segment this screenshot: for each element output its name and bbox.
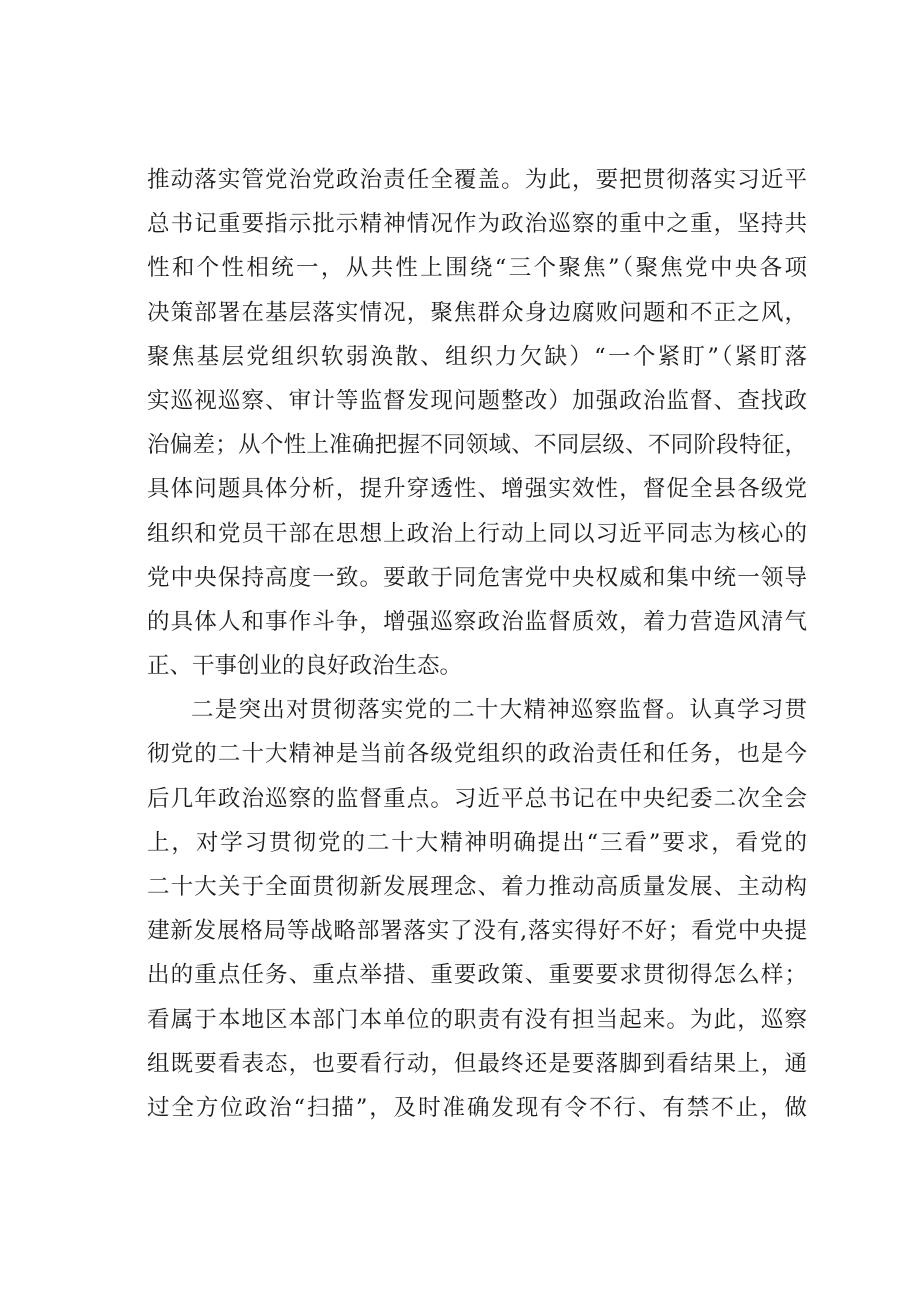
text-line: 组既要看表态，也要看行动，但最终还是要落脚到看结果上，通 [147, 1050, 807, 1077]
text-line: 过全方位政治“扫描”，及时准确发现有令不行、有禁不止，做 [147, 1094, 807, 1121]
text-line: 看属于本地区本部门本单位的职责有没有担当起来。为此，巡察 [147, 1006, 807, 1033]
text-line: 出的重点任务、重点举措、重要政策、重要要求贯彻得怎么样； [147, 962, 807, 989]
body-text [147, 158, 807, 1130]
text-line: 的具体人和事作斗争，增强巡察政治监督质效，着力营造风清气 [147, 608, 807, 635]
text-line: 决策部署在基层落实情况，聚焦群众身边腐败问题和不正之风， [147, 299, 807, 326]
text-line: 推动落实管党治党政治责任全覆盖。为此，要把贯彻落实习近平 [147, 167, 807, 193]
text-line: 党中央保持高度一致。要敢于同危害党中央权威和集中统一领导 [147, 564, 807, 591]
text-line: 建新发展格局等战略部署落实了没有,落实得好不好；看党中央提 [147, 918, 807, 945]
paragraph-end-line: 正、干事创业的良好政治生态。 [147, 653, 463, 680]
text-line: 组织和党员干部在思想上政治上行动上同以习近平同志为核心的 [147, 520, 807, 547]
paragraph-start-line: 二是突出对贯彻落实党的二十大精神巡察监督。认真学习贯 [191, 697, 807, 724]
text-line: 总书记重要指示批示精神情况作为政治巡察的重中之重，坚持共 [147, 211, 807, 238]
text-line: 彻党的二十大精神是当前各级党组织的政治责任和任务，也是今 [147, 741, 807, 768]
text-line: 性和个性相统一，从共性上围绕“三个聚焦”（聚焦党中央各项 [147, 255, 807, 282]
text-line: 治偏差；从个性上准确把握不同领域、不同层级、不同阶段特征， [147, 432, 807, 459]
text-line: 实巡视巡察、审计等监督发现问题整改）加强政治监督、查找政 [147, 387, 807, 414]
text-line: 二十大关于全面贯彻新发展理念、着力推动高质量发展、主动构 [147, 874, 807, 900]
text-line: 后几年政治巡察的监督重点。习近平总书记在中央纪委二次全会 [147, 785, 807, 812]
text-line: 上，对学习贯彻党的二十大精神明确提出“三看”要求，看党的 [147, 829, 807, 856]
text-line: 聚焦基层党组织软弱涣散、组织力欠缺）“一个紧盯”（紧盯落 [147, 343, 807, 370]
text-line: 具体问题具体分析，提升穿透性、增强实效性，督促全县各级党 [147, 476, 807, 503]
